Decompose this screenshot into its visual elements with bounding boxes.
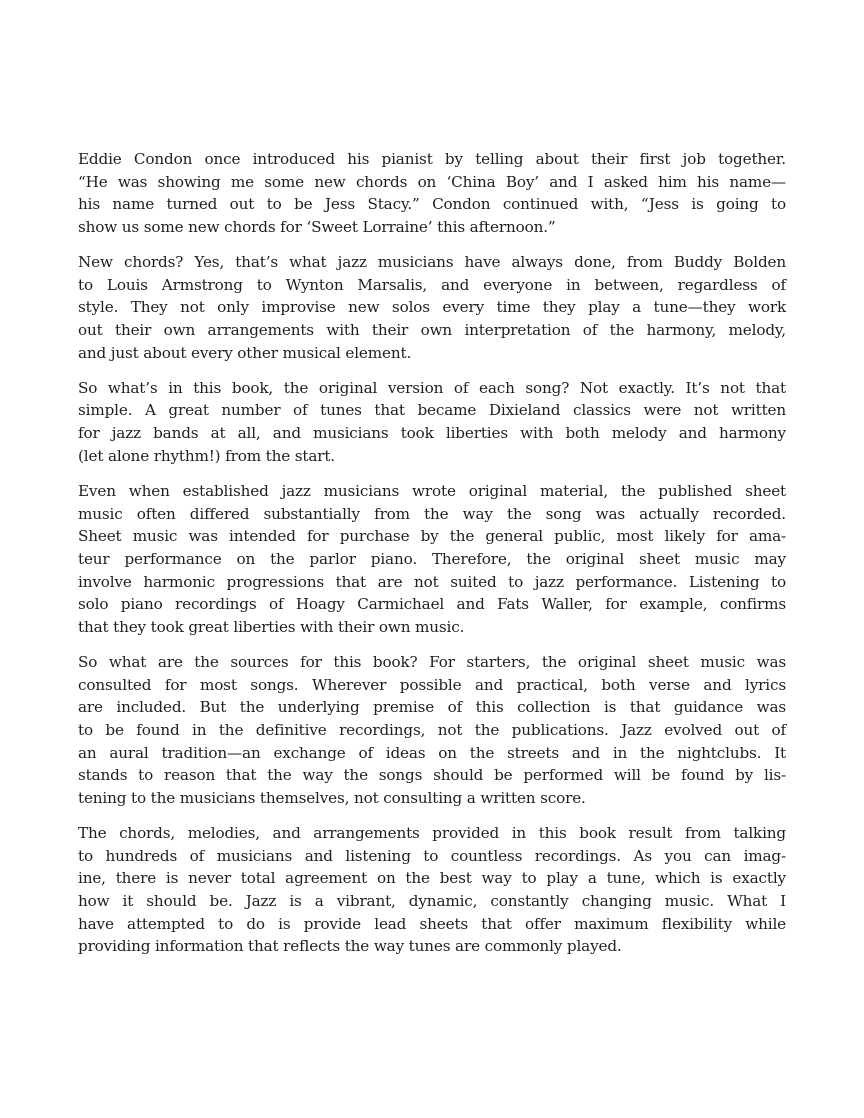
text-line: ine, there is never total agreement on the best way to play a tune, which is exactly [78,869,786,888]
text-line: that they took great liberties with their own music. [78,617,465,636]
text-line: consulted for most songs. Wherever possible and practical, both verse and lyrics [78,675,786,694]
text-line: So what are the sources for this book? For starters, the original sheet music was [78,652,786,671]
text-line: simple. A great number of tunes that became Dixieland classics were not written [78,401,786,420]
text-line: an aural tradition—an exchange of ideas on the streets and in the nightclubs. It [78,743,786,762]
document-page [78,148,786,970]
text-line: So what’s in this book, the original version of each song? Not exactly. It’s not that [78,378,786,397]
paragraph-sheet-music [78,480,786,639]
text-line: and just about every other musical element. [78,343,412,362]
text-line: (let alone rhythm!) from the start. [78,446,335,465]
text-line: New chords? Yes, that’s what jazz musicians have always done, from Buddy Bolden [78,253,786,272]
text-line: Sheet music was intended for purchase by the general public, most likely for ama- [78,527,786,546]
text-line: “He was showing me some new chords on ‘China Boy’ and I asked him his name— [78,172,786,191]
text-line: to be found in the definitive recordings, not the publications. Jazz evolved out of [78,721,786,739]
paragraph-sources [78,651,786,810]
paragraph-condon-anecdote [78,148,786,239]
text-line: tening to the musicians themselves, not consulting a written score. [78,789,586,808]
text-line: involve harmonic progressions that are not suited to jazz performance. Listening to [78,572,786,591]
text-line: The chords, melodies, and arrangements provided in this book result from talking [78,824,786,843]
text-line: style. They not only improvise new solos every time they play a tune—they work [78,298,786,317]
paragraph-lead-sheets [78,822,786,958]
text-line: are included. But the underlying premise of this collection is that guidance was [78,698,786,717]
text-line: his name turned out to be Jess Stacy.” Condon continued with, “Jess is going to [78,195,786,214]
paragraph-original-version [78,377,786,468]
text-line: how it should be. Jazz is a vibrant, dynamic, constantly changing music. What I [78,892,786,911]
text-line: Eddie Condon once introduced his pianist by telling about their first job together. [78,150,786,168]
text-line: providing information that reflects the way tunes are commonly played. [78,937,622,956]
text-line: for jazz bands at all, and musicians took liberties with both melody and harmony [78,424,786,443]
text-line: solo piano recordings of Hoagy Carmichael and Fats Waller, for example, confirms [78,595,786,614]
text-line: Even when established jazz musicians wrote original material, the published sheet [78,481,786,500]
text-line: music often differed substantially from the way the song was actually recorded. [78,504,786,523]
text-line: out their own arrangements with their own interpretation of the harmony, melody, [78,321,786,340]
text-line: to Louis Armstrong to Wynton Marsalis, and everyone in between, regardless of [78,275,786,294]
text-line: stands to reason that the way the songs should be performed will be found by lis- [78,766,786,785]
paragraph-new-chords [78,251,786,364]
text-line: to hundreds of musicians and listening to countless recordings. As you can imag- [78,846,786,865]
text-line: have attempted to do is provide lead sheets that offer maximum flexibility while [78,914,786,933]
text-line: show us some new chords for ‘Sweet Lorraine’ this afternoon.” [78,218,556,237]
text-line: teur performance on the parlor piano. Therefore, the original sheet music may [78,549,786,568]
